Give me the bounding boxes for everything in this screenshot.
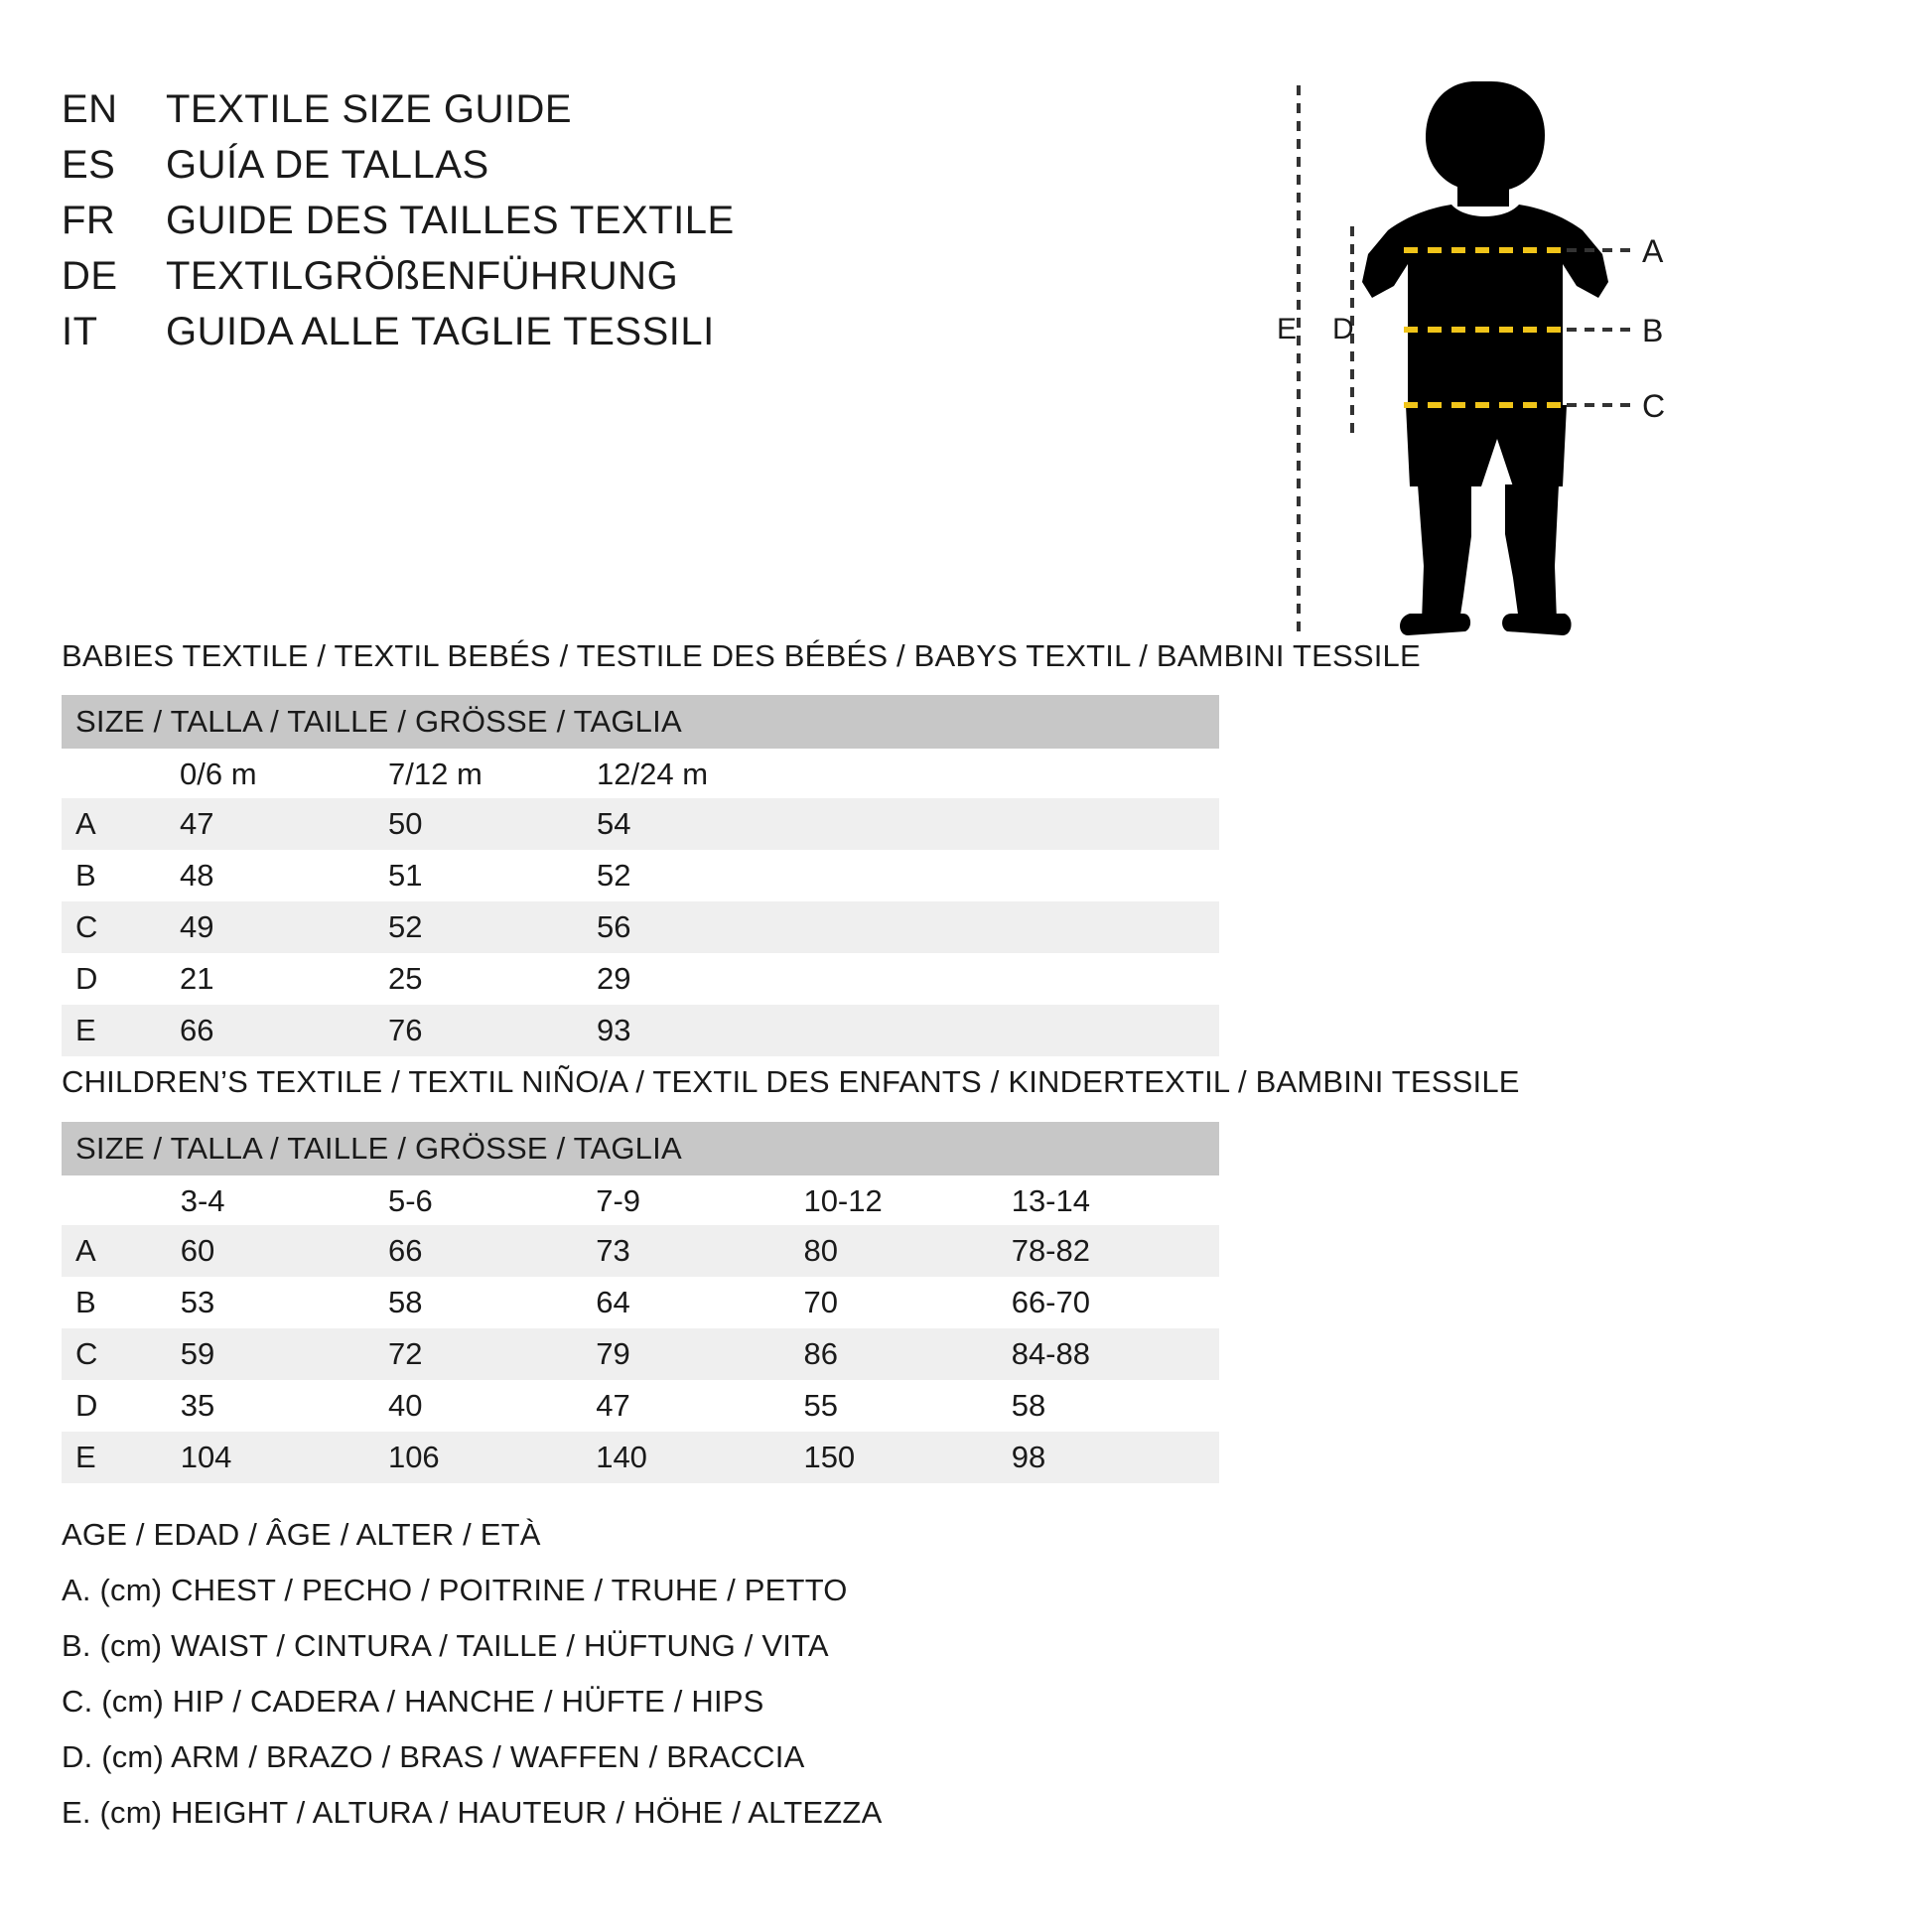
legend-line-chest: A. (cm) CHEST / PECHO / POITRINE / TRUHE / PETTO <box>62 1573 848 1607</box>
language-row-es <box>62 143 1154 199</box>
babies-size-table <box>62 695 1219 1056</box>
table-row <box>62 901 1219 953</box>
children-a-3: 80 <box>803 1225 1011 1277</box>
table-row <box>62 1432 1219 1483</box>
table-row <box>62 850 1219 901</box>
legend-line-age: AGE / EDAD / ÂGE / ALTER / ETÀ <box>62 1517 541 1552</box>
figure-label-b: B <box>1642 313 1664 348</box>
children-e-3: 150 <box>803 1432 1011 1483</box>
table-row <box>62 1380 1219 1432</box>
babies-section-title: BABIES TEXTILE / TEXTIL BEBÉS / TESTILE DES BÉBÉS / BABYS TEXTIL / BAMBINI TESSILE <box>62 638 1421 673</box>
children-row-label-c: C <box>62 1328 181 1380</box>
language-text-en: TEXTILE SIZE GUIDE <box>166 87 573 131</box>
children-c-2: 79 <box>596 1328 803 1380</box>
babies-d-0: 21 <box>180 953 388 1005</box>
babies-corner-cell <box>62 749 180 798</box>
table-row <box>62 953 1219 1005</box>
babies-d-2: 29 <box>597 953 805 1005</box>
language-code-fr: FR <box>62 199 116 242</box>
children-table-header: SIZE / TALLA / TAILLE / GRÖSSE / TAGLIA <box>62 1122 1219 1175</box>
table-row <box>62 1328 1219 1380</box>
figure-label-a: A <box>1642 233 1664 269</box>
babies-table-header: SIZE / TALLA / TAILLE / GRÖSSE / TAGLIA <box>62 695 1219 749</box>
measurement-legend <box>62 1519 1352 1853</box>
language-row-de <box>62 254 1154 310</box>
language-code-de: DE <box>62 254 118 298</box>
language-text-it: GUIDA ALLE TAGLIE TESSILI <box>166 310 715 353</box>
children-a-2: 73 <box>596 1225 803 1277</box>
children-d-0: 35 <box>181 1380 388 1432</box>
babies-c-1: 52 <box>388 901 597 953</box>
children-b-0: 53 <box>181 1277 388 1328</box>
babies-d-1: 25 <box>388 953 597 1005</box>
measurement-figure <box>1277 69 1833 645</box>
children-b-1: 58 <box>388 1277 596 1328</box>
children-e-4: 98 <box>1012 1432 1219 1483</box>
children-a-4: 78-82 <box>1012 1225 1219 1277</box>
table-row <box>62 1277 1219 1328</box>
children-b-2: 64 <box>596 1277 803 1328</box>
babies-c-0: 49 <box>180 901 388 953</box>
babies-e-1: 76 <box>388 1005 597 1056</box>
legend-line-arm: D. (cm) ARM / BRAZO / BRAS / WAFFEN / BRACCIA <box>62 1739 805 1774</box>
children-c-1: 72 <box>388 1328 596 1380</box>
table-row <box>62 798 1219 850</box>
children-col-3: 10-12 <box>803 1175 1011 1225</box>
legend-line-hip: C. (cm) HIP / CADERA / HANCHE / HÜFTE / HIPS <box>62 1684 764 1719</box>
table-row <box>62 1225 1219 1277</box>
babies-b-0: 48 <box>180 850 388 901</box>
language-code-en: EN <box>62 87 118 131</box>
babies-row-label-a: A <box>62 798 180 850</box>
children-row-label-d: D <box>62 1380 181 1432</box>
children-a-1: 66 <box>388 1225 596 1277</box>
children-d-2: 47 <box>596 1380 803 1432</box>
children-corner-cell <box>62 1175 181 1225</box>
babies-c-2: 56 <box>597 901 805 953</box>
children-size-table <box>62 1122 1219 1483</box>
babies-b-1: 51 <box>388 850 597 901</box>
figure-label-d: D <box>1332 313 1354 345</box>
babies-a-1: 50 <box>388 798 597 850</box>
babies-e-2: 93 <box>597 1005 805 1056</box>
children-d-4: 58 <box>1012 1380 1219 1432</box>
children-row-label-e: E <box>62 1432 181 1483</box>
children-e-2: 140 <box>596 1432 803 1483</box>
children-col-2: 7-9 <box>596 1175 803 1225</box>
children-c-3: 86 <box>803 1328 1011 1380</box>
language-row-it <box>62 310 1154 365</box>
legend-line-waist: B. (cm) WAIST / CINTURA / TAILLE / HÜFTUNG / VITA <box>62 1628 829 1663</box>
children-c-0: 59 <box>181 1328 388 1380</box>
language-text-fr: GUIDE DES TAILLES TEXTILE <box>166 199 735 242</box>
babies-col-2: 12/24 m <box>597 749 805 798</box>
language-text-es: GUÍA DE TALLAS <box>166 143 489 187</box>
children-section-title: CHILDREN’S TEXTILE / TEXTIL NIÑO/A / TEXTIL DES ENFANTS / KINDERTEXTIL / BAMBINI TESSILE <box>62 1064 1520 1099</box>
babies-column-header-row <box>62 749 1219 798</box>
children-row-label-a: A <box>62 1225 181 1277</box>
babies-row-label-c: C <box>62 901 180 953</box>
children-e-0: 104 <box>181 1432 388 1483</box>
babies-col-0: 0/6 m <box>180 749 388 798</box>
figure-label-e: E <box>1277 313 1298 345</box>
language-row-fr <box>62 199 1154 254</box>
children-b-3: 70 <box>803 1277 1011 1328</box>
babies-col-1: 7/12 m <box>388 749 597 798</box>
language-text-de: TEXTILGRÖßENFÜHRUNG <box>166 254 679 298</box>
children-d-3: 55 <box>803 1380 1011 1432</box>
language-row-en <box>62 87 1154 143</box>
language-code-it: IT <box>62 310 98 353</box>
child-silhouette-icon <box>1362 81 1608 635</box>
figure-label-c: C <box>1642 388 1666 424</box>
babies-e-0: 66 <box>180 1005 388 1056</box>
language-title-block <box>62 87 1154 365</box>
children-row-label-b: B <box>62 1277 181 1328</box>
babies-row-label-b: B <box>62 850 180 901</box>
language-code-es: ES <box>62 143 116 187</box>
children-column-header-row <box>62 1175 1219 1225</box>
legend-line-height: E. (cm) HEIGHT / ALTURA / HAUTEUR / HÖHE / ALTEZZA <box>62 1795 883 1830</box>
children-c-4: 84-88 <box>1012 1328 1219 1380</box>
children-a-0: 60 <box>181 1225 388 1277</box>
children-col-1: 5-6 <box>388 1175 596 1225</box>
children-d-1: 40 <box>388 1380 596 1432</box>
table-row <box>62 1005 1219 1056</box>
babies-row-label-d: D <box>62 953 180 1005</box>
babies-b-2: 52 <box>597 850 805 901</box>
babies-a-0: 47 <box>180 798 388 850</box>
babies-row-label-e: E <box>62 1005 180 1056</box>
children-col-4: 13-14 <box>1012 1175 1219 1225</box>
babies-a-2: 54 <box>597 798 805 850</box>
children-col-0: 3-4 <box>181 1175 388 1225</box>
children-e-1: 106 <box>388 1432 596 1483</box>
children-b-4: 66-70 <box>1012 1277 1219 1328</box>
